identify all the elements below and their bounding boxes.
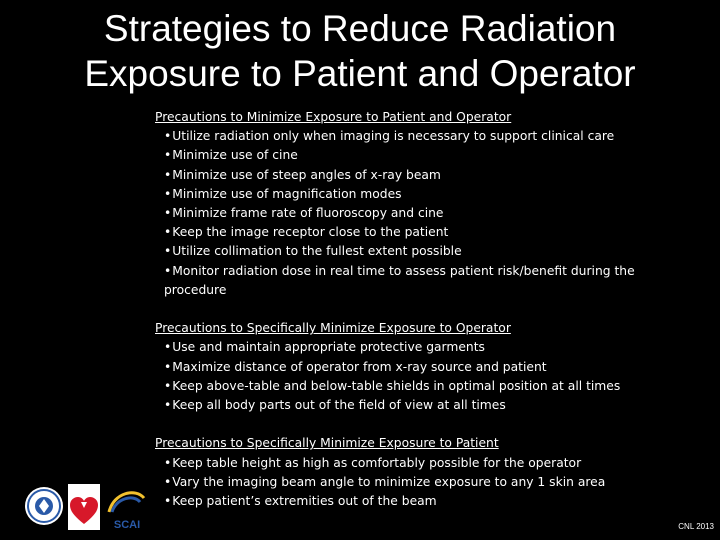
- slide-title-line-1: Strategies to Reduce Radiation: [103, 8, 617, 49]
- section-heading: Precautions to Minimize Exposure to Patient and Operator: [155, 110, 512, 124]
- list-item: •Utilize radiation only when imaging is necessary to support clinical care: [164, 129, 615, 144]
- list-item: •Minimize use of steep angles of x-ray beam: [164, 167, 441, 182]
- copyright-text: CNL 2013: [678, 522, 714, 531]
- slide-title-line-2: Exposure to Patient and Operator: [84, 53, 636, 94]
- section-patient-and-operator: [155, 108, 685, 300]
- scai-logo-icon: [109, 493, 144, 531]
- scai-logo-text: SCAI: [113, 519, 141, 531]
- section-operator: [155, 319, 685, 415]
- section-heading: Precautions to Specifically Minimize Exposure to Patient: [155, 436, 499, 451]
- list-item: •Utilize collimation to the fullest extent possible: [164, 244, 462, 259]
- list-item: •Keep the image receptor close to the patient: [164, 225, 449, 240]
- list-item: •Vary the imaging beam angle to minimize exposure to any 1 skin area: [164, 474, 606, 489]
- list-item: •Use and maintain appropriate protective garments: [164, 340, 485, 355]
- section-heading: Precautions to Specifically Minimize Exposure to Operator: [155, 321, 511, 336]
- slide-title: [0, 6, 720, 96]
- section-patient: [155, 434, 685, 511]
- list-item: •Minimize frame rate of fluoroscopy and cine: [164, 206, 444, 221]
- list-item: •Minimize use of magnification modes: [164, 186, 402, 201]
- list-item: •Keep patient’s extremities out of the beam: [164, 494, 437, 509]
- list-item: •Maximize distance of operator from x-ray source and patient: [164, 359, 547, 374]
- list-item: •Minimize use of cine: [164, 148, 298, 163]
- list-item: •Keep table height as high as comfortably possible for the operator: [164, 455, 582, 470]
- list-item: •Keep all body parts out of the field of view at all times: [164, 398, 506, 413]
- list-item: •Monitor radiation dose in real time to assess patient risk/benefit during the procedure: [164, 263, 635, 297]
- acc-seal-icon: [25, 487, 63, 525]
- slide-content: [155, 108, 685, 530]
- list-item: •Keep above-table and below-table shields in optimal position at all times: [164, 378, 621, 393]
- society-logos: [24, 478, 164, 534]
- aha-heart-icon: [68, 484, 100, 530]
